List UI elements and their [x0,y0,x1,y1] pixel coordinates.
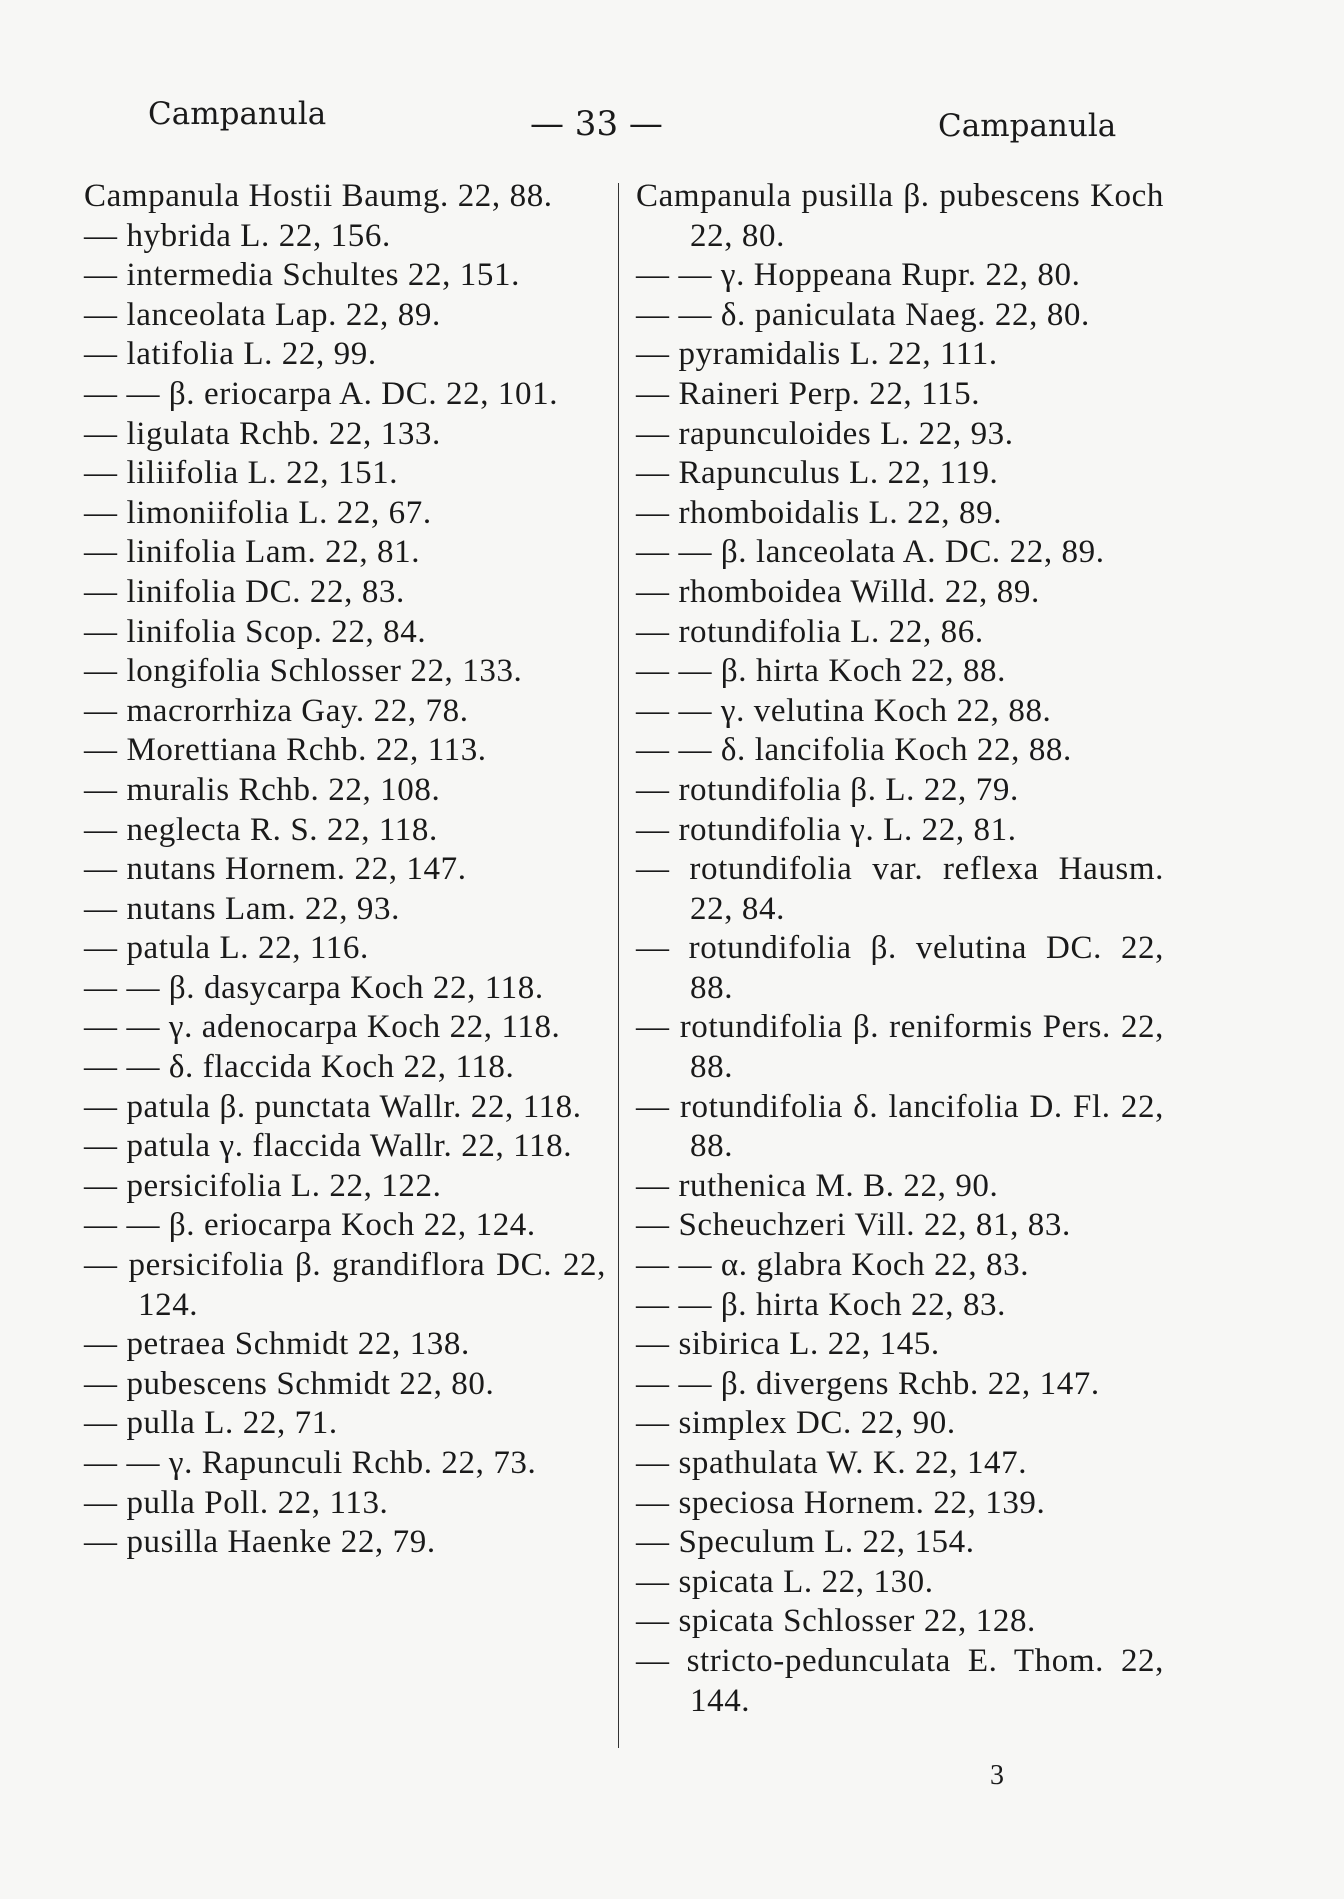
index-entry: — rotundifolia γ. L. 22, 81. [636,811,1017,848]
header-left: Campanula [148,96,327,132]
index-entry: — neglecta R. S. 22, 118. [84,811,438,848]
index-entry: — linifolia Lam. 22, 81. [84,534,421,571]
index-entry: — hybrida L. 22, 156. [84,217,391,254]
index-entry: — Speculum L. 22, 154. [636,1524,975,1561]
index-entry: — pulla Poll. 22, 113. [84,1484,389,1521]
index-entry: — spicata L. 22, 130. [636,1563,934,1600]
index-entry: — — β. hirta Koch 22, 88. [636,653,1006,690]
index-entry: — linifolia DC. 22, 83. [84,573,405,610]
index-entry: — — β. lanceolata A. DC. 22, 89. [636,534,1105,571]
index-entry: — rotundifolia β. velutina DC. 22, 88. [636,930,1164,1006]
index-entry: — — γ. velutina Koch 22, 88. [636,692,1052,729]
index-entry: — petraea Schmidt 22, 138. [84,1326,470,1363]
column-divider [618,183,619,1748]
index-entry: — — β. hirta Koch 22, 83. [636,1286,1006,1323]
right-column [636,177,1164,1721]
index-entry: — ruthenica M. B. 22, 90. [636,1167,999,1204]
index-entry: — Morettiana Rchb. 22, 113. [84,732,487,769]
index-entry: — rotundifolia L. 22, 86. [636,613,984,650]
index-entry: — — γ. Rapunculi Rchb. 22, 73. [84,1445,537,1481]
index-entry: — rotundifolia var. reflexa Hausm. 22, 84. [636,851,1164,927]
index-entry: — Raineri Perp. 22, 115. [636,375,981,412]
index-entry: — lanceolata Lap. 22, 89. [84,296,441,333]
index-entry: — rhomboidea Willd. 22, 89. [636,573,1040,610]
running-header [148,96,1117,146]
header-right: Campanula [938,108,1117,144]
index-entry: — muralis Rchb. 22, 108. [84,771,441,808]
index-entry: — longifolia Schlosser 22, 133. [84,653,523,690]
index-entry: Campanula pusilla β. pubescens Koch 22, 80. [636,178,1164,254]
index-entry: — patula L. 22, 116. [84,930,369,967]
index-entry: — ligulata Rchb. 22, 133. [84,415,441,452]
index-entry: — speciosa Hornem. 22, 139. [636,1484,1046,1521]
index-entry: — — γ. adenocarpa Koch 22, 118. [84,1009,561,1046]
index-entry: — pubescens Schmidt 22, 80. [84,1365,495,1402]
index-entry: — — γ. Hoppeana Rupr. 22, 80. [636,257,1081,294]
index-entry: — — β. divergens Rchb. 22, 147. [636,1365,1100,1402]
index-entry: — stricto-pedunculata E. Thom. 22, 144. [636,1642,1164,1719]
index-entry: — nutans Hornem. 22, 147. [84,851,467,888]
index-entry: — Rapunculus L. 22, 119. [636,455,999,492]
index-entry: — rhomboidalis L. 22, 89. [636,494,1003,531]
index-entry: Campanula Hostii Baumg. 22, 88. [84,178,553,214]
index-entry: — persicifolia β. grandiflora DC. 22, 124. [84,1247,606,1323]
index-entry: — nutans Lam. 22, 93. [84,890,400,927]
index-entry: — sibirica L. 22, 145. [636,1326,940,1363]
index-entry: — — δ. flaccida Koch 22, 118. [84,1049,515,1086]
index-entry: — rotundifolia β. L. 22, 79. [636,771,1019,808]
index-entry: — patula γ. flaccida Wallr. 22, 118. [84,1128,573,1165]
index-entry: — pusilla Haenke 22, 79. [84,1524,436,1561]
index-entry: — — δ. paniculata Naeg. 22, 80. [636,296,1090,333]
index-entry: — intermedia Schultes 22, 151. [84,257,520,294]
index-entry: — Scheuchzeri Vill. 22, 81, 83. [636,1207,1071,1244]
index-entry: — — β. dasycarpa Koch 22, 118. [84,969,544,1006]
index-entry: — persicifolia L. 22, 122. [84,1167,442,1204]
index-entry: — — β. eriocarpa A. DC. 22, 101. [84,375,559,412]
index-entry: — pyramidalis L. 22, 111. [636,336,998,373]
index-entry: — linifolia Scop. 22, 84. [84,613,427,650]
left-column [84,177,606,1563]
index-entry: — rapunculoides L. 22, 93. [636,415,1014,452]
index-entry: — limoniifolia L. 22, 67. [84,494,432,531]
signature-mark: 3 [990,1760,1004,1791]
index-entry: — patula β. punctata Wallr. 22, 118. [84,1088,582,1125]
index-entry: — liliifolia L. 22, 151. [84,455,399,492]
index-entry: — macrorrhiza Gay. 22, 78. [84,692,469,729]
index-entry: — spathulata W. K. 22, 147. [636,1445,1028,1481]
index-entry: — rotundifolia β. reniformis Pers. 22, 88. [636,1009,1164,1086]
index-entry: — — α. glabra Koch 22, 83. [636,1247,1030,1284]
page-number: — 33 — [530,104,663,144]
index-entry: — — β. eriocarpa Koch 22, 124. [84,1207,536,1244]
index-entry: — — δ. lancifolia Koch 22, 88. [636,732,1072,769]
index-entry: — pulla L. 22, 71. [84,1405,338,1442]
index-entry: — latifolia L. 22, 99. [84,336,377,373]
index-entry: — simplex DC. 22, 90. [636,1405,956,1442]
index-entry: — rotundifolia δ. lancifolia D. Fl. 22, 88. [636,1088,1164,1165]
index-entry: — spicata Schlosser 22, 128. [636,1603,1036,1640]
